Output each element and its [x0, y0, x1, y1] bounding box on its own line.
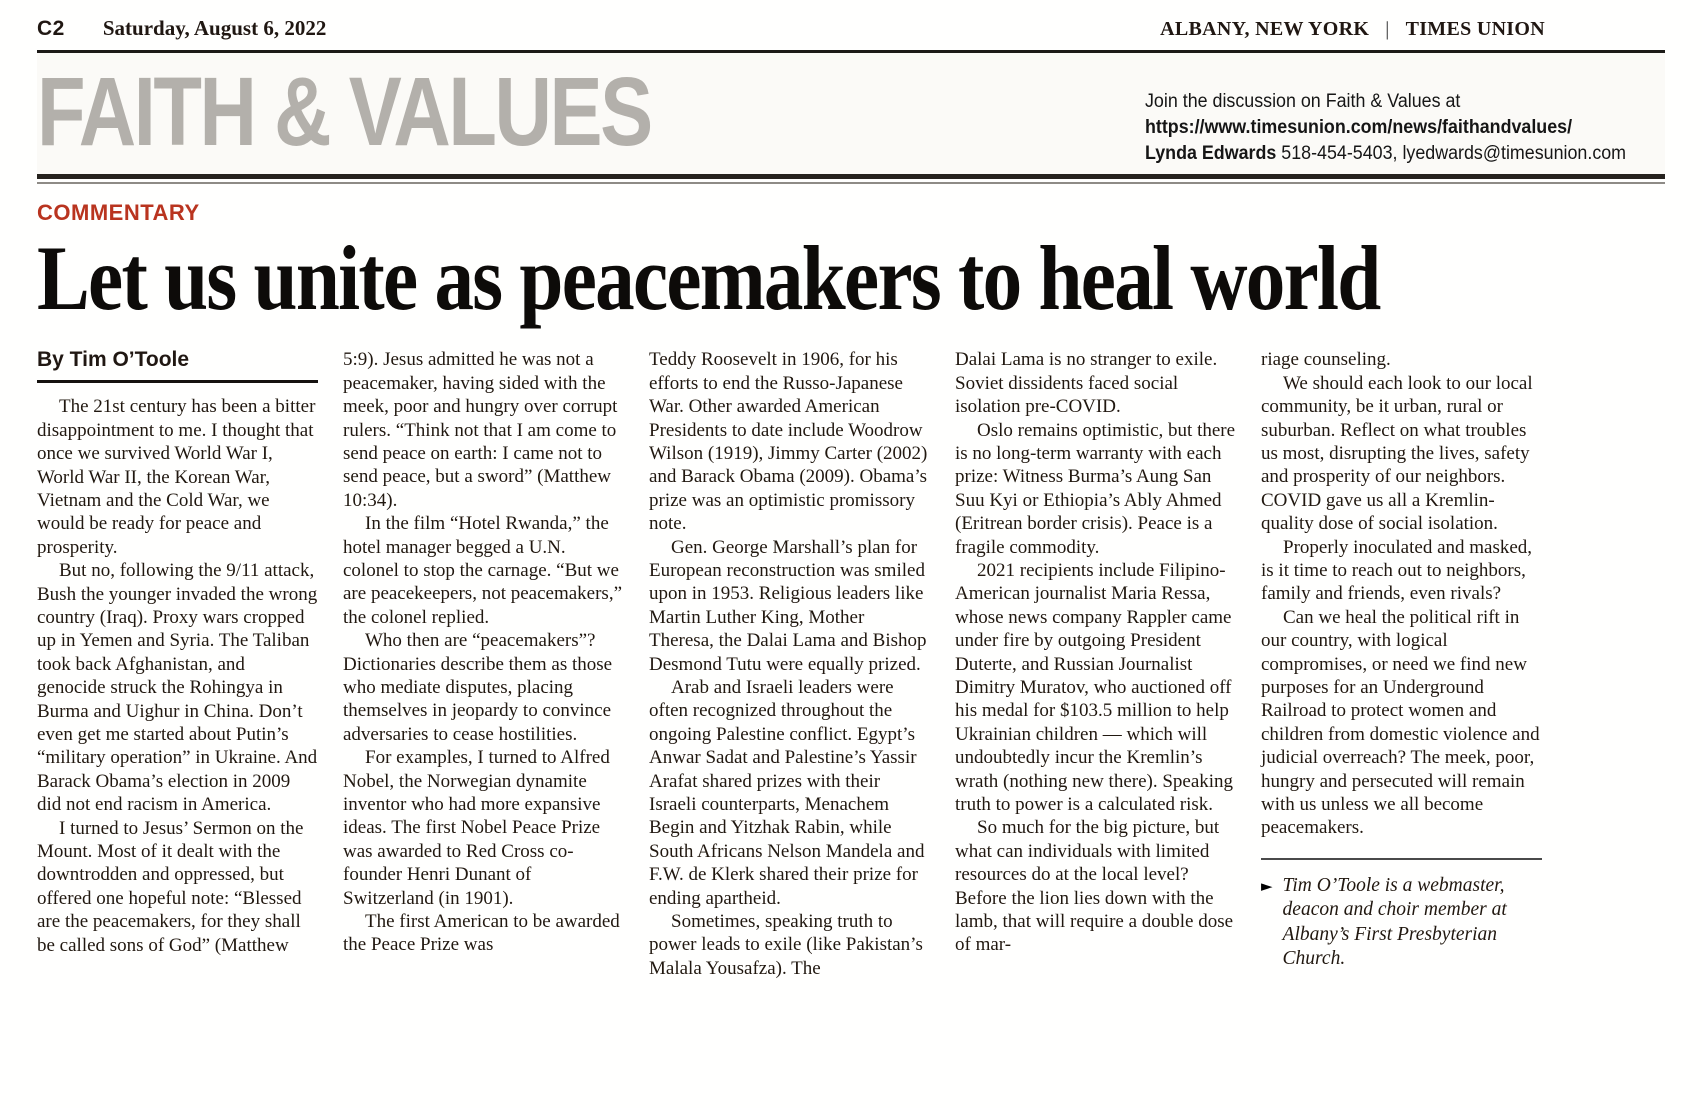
article-body [37, 348, 1545, 980]
page-date: Saturday, August 6, 2022 [102, 16, 327, 40]
kicker-commentary: COMMENTARY [37, 199, 200, 225]
body-paragraph: In the film “Hotel Rwanda,” the hotel manager begged a U.N. colonel to stop the carnage. “But we are peacekeepers, not peacemakers,” the colonel replied. [343, 513, 623, 628]
body-paragraph: Oslo remains optimistic, but there is no long-term warranty with each prize: Witness Burma’s Aung San Suu Kyi or Ethiopia’s Ably Ahmed (Eritrean border crisis). Peace is a fragile commodity. [955, 419, 1236, 558]
body-paragraph: 2021 recipients include Filipino-American journalist Maria Ressa, whose news company Rappler came under fire by outgoing President Duterte, and Russian Journalist Dimitry Muratov, who auctioned off his medal for $103.5 million to help Ukrainian children — which will undoubtedly incur the Kremlin’s wrath (nothing new there). Speaking truth to power is a calculated risk. [955, 559, 1234, 815]
body-paragraph: We should each look to our local community, be it urban, rural or suburban. Reflect on what troubles us most, disrupting the lives, safety and prosperity of our neighbors. COVID gave us all a Kremlin-quality dose of social isolation. [1261, 372, 1533, 535]
column-5 [1261, 348, 1542, 980]
arrow-bullet-icon: ► [1261, 876, 1273, 895]
section-contact-line [1145, 141, 1634, 167]
section-contact-block [1145, 89, 1634, 168]
masthead-left [37, 16, 326, 41]
body-paragraph: So much for the big picture, but what can individuals with limited resources do at the local level? Before the lion lies down with the lamb, that will require a double dose of mar- [955, 817, 1234, 956]
column-2 [343, 348, 624, 980]
byline: By Tim O’Toole [37, 348, 318, 383]
contact-name: Lynda Edwards [1145, 143, 1277, 165]
section-banner [37, 53, 1665, 174]
author-footnote [1261, 858, 1542, 972]
body-paragraph: I turned to Jesus’ Sermon on the Mount. Most of it dealt with the downtrodden and oppressed, but offered one hopeful note: “Blessed are the peacemakers, for they shall be called sons of God” (Matthew [37, 817, 304, 956]
body-paragraph: For examples, I turned to Alfred Nobel, the Norwegian dynamite inventor who had more expansive ideas. The first Nobel Peace Prize was awarded to Red Cross co-founder Henri Dunant of Switzerland (in 1901). [343, 747, 610, 909]
body-paragraph: riage counseling. [1261, 349, 1391, 371]
body-paragraph: Arab and Israeli leaders were often recognized throughout the ongoing Palestine conflict. Egypt’s Anwar Sadat and Palestine’s Yassir Arafat shared prizes with their Israeli counterparts, Menachem Begin and Yitzhak Rabin, while South Africans Nelson Mandela and F.W. de Klerk shared their prize for ending apartheid. [649, 676, 925, 909]
body-paragraph: 5:9). Jesus admitted he was not a peacemaker, having sided with the meek, poor and hungry over corrupt rulers. “Think not that I am come to send peace on earth: I came not to send peace, but a sword” (Matthew 10:34). [343, 349, 618, 511]
section-rule-thick [37, 174, 1665, 179]
section-url: https://www.timesunion.com/news/faithandvalues/ [1145, 117, 1573, 139]
body-paragraph: Can we heal the political rift in our country, with logical compromises, or need we find new purposes for an Underground Railroad to protect women and children from domestic violence and judicial overreach? The meek, poor, hungry and persecuted will remain with us unless we all become peacemakers. [1261, 606, 1540, 839]
section-title: FAITH & VALUES [37, 57, 651, 166]
article-headline: Let us unite as peacemakers to heal world [37, 226, 1380, 329]
masthead-separator: | [1385, 18, 1390, 40]
body-paragraph: Who then are “peacemakers”? Dictionaries describe them as those who mediate disputes, placing themselves in jeopardy to convince adversaries to cease hostilities. [343, 630, 613, 745]
column-3 [649, 348, 930, 980]
column-4 [955, 348, 1236, 980]
column-1 [37, 348, 318, 980]
body-paragraph: The 21st century has been a bitter disappointment to me. I thought that once we survived World War I, World War II, the Korean War, Vietnam and the Cold War, we would be ready for peace and prosperity. [37, 396, 316, 558]
body-paragraph: The first American to be awarded the Peace Prize was [343, 911, 620, 956]
page-number: C2 [37, 17, 65, 40]
body-paragraph: Sometimes, speaking truth to power leads to exile (like Pakistan’s Malala Yousafza). The [649, 911, 923, 979]
body-paragraph: Teddy Roosevelt in 1906, for his efforts to end the Russo-Japanese War. Other awarded American Presidents to date include Woodrow Wilson (1919), Jimmy Carter (2002) and Barack Obama (2009). Obama’s prize was an optimistic promissory note. [649, 349, 928, 535]
masthead-right [1160, 18, 1545, 41]
body-paragraph: Gen. George Marshall’s plan for European reconstruction was smiled upon in 1953. Religious leaders like Martin Luther King, Mother Theresa, the Dalai Lama and Bishop Desmond Tutu were equally prized. [649, 536, 927, 675]
section-rule-thin [37, 182, 1665, 184]
body-paragraph: Properly inoculated and masked, is it time to reach out to neighbors, family and friends, even rivals? [1261, 536, 1533, 605]
section-join-line: Join the discussion on Faith & Values at [1145, 91, 1461, 112]
masthead [37, 16, 1545, 41]
body-paragraph: But no, following the 9/11 attack, Bush the younger invaded the wrong country (Iraq). Proxy wars cropped up in Yemen and Syria. The Taliban took back Afghanistan, and genocide struck the Rohingya in Burma and Uighur in China. Don’t even get me started about Putin’s “military operation” in Ukraine. And Barack Obama’s election in 2009 did not end racism in America. [37, 560, 318, 816]
contact-details: 518-454-5403, lyedwards@timesunion.com [1276, 143, 1627, 165]
masthead-location: ALBANY, NEW YORK [1160, 18, 1370, 40]
masthead-publication: TIMES UNION [1405, 18, 1545, 40]
body-paragraph: Dalai Lama is no stranger to exile. Soviet dissidents faced social isolation pre-COVID. [955, 349, 1218, 418]
author-footnote-text: Tim O’Toole is a webmaster, deacon and choir member at Albany’s First Presbyterian Church. [1282, 874, 1507, 970]
